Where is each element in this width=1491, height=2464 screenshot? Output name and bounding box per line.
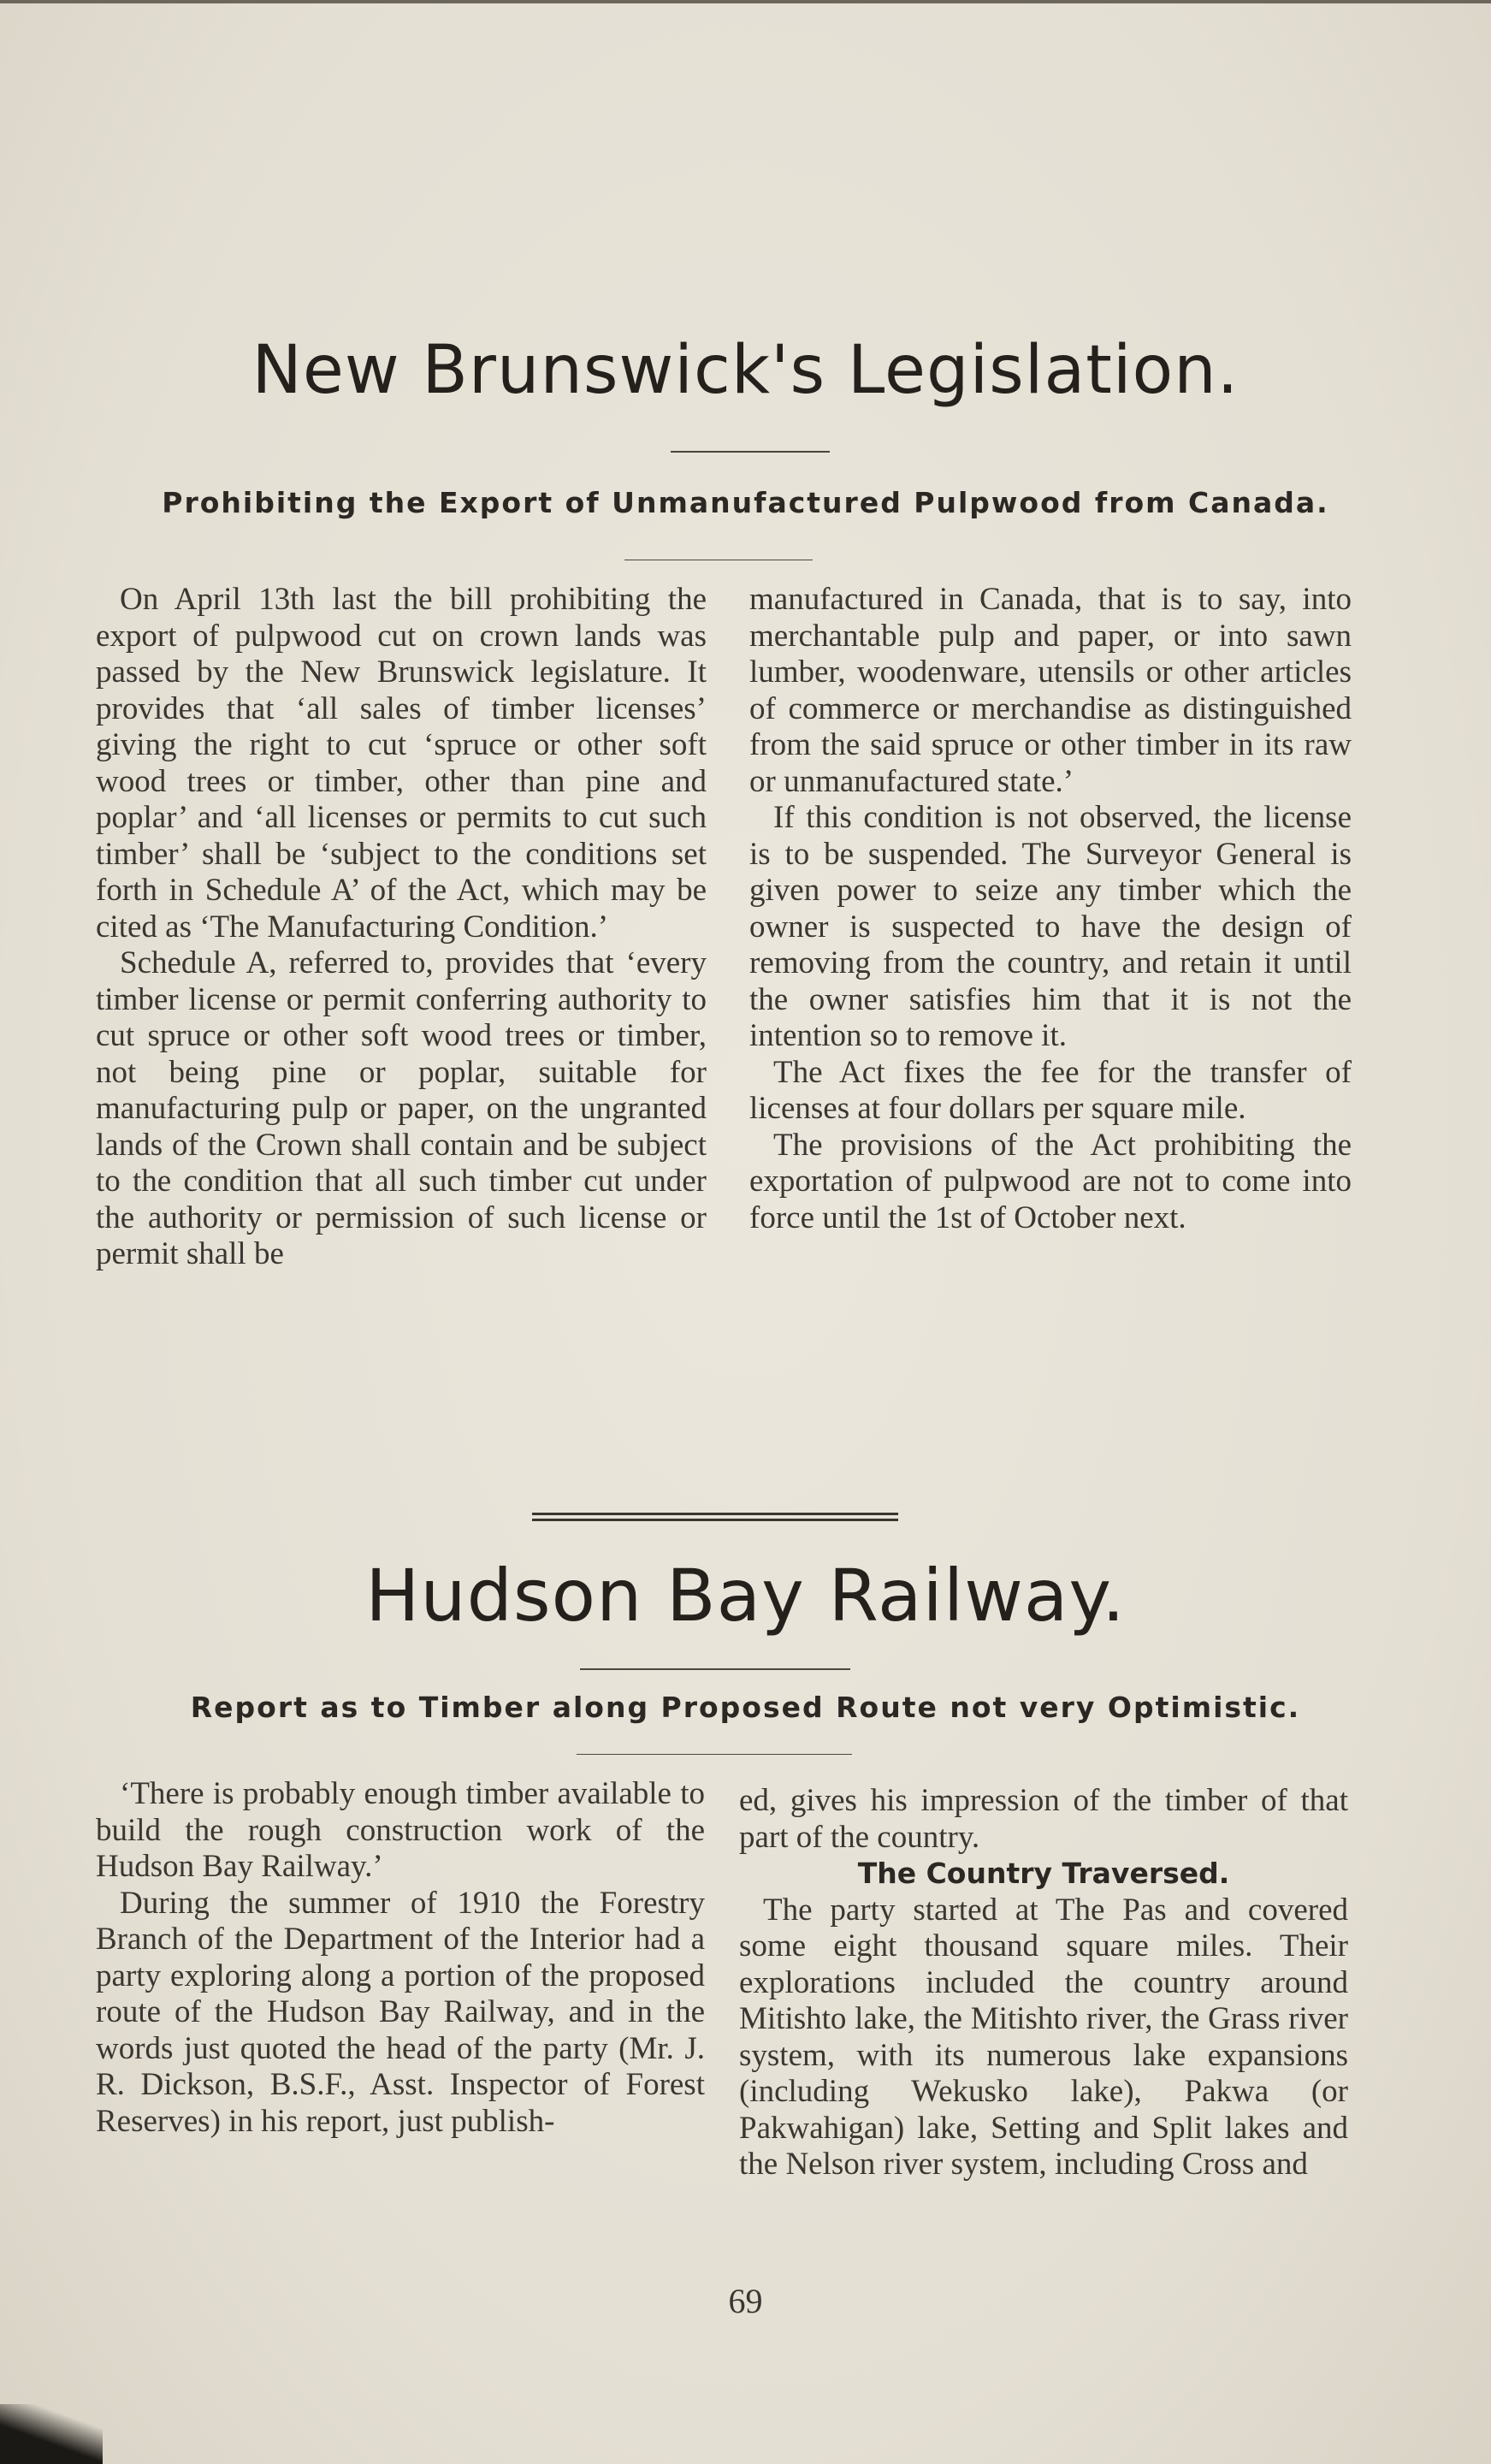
article-separator [532, 1513, 898, 1521]
article-column-left [96, 582, 707, 1273]
paragraph: If this condition is not observed, the license is to be suspended. The Surveyor General is given power to seize any timber which the owner is suspected to have the design of removing from the country, and retain it until the owner satisfies him that it is not the intention so to remove it. [749, 800, 1352, 1053]
section-heading: The Country Traversed. [857, 1857, 1230, 1890]
page-number: 69 [728, 2282, 763, 2320]
title-divider [580, 1668, 850, 1670]
paragraph: manufactured in Canada, that is to say, into merchantable pulp and paper, or into sawn lumber, woodenware, utensils or other articles of commerce or merchandise as distinguished from the said spruce or other timber in its raw or unmanufactured state.’ [749, 582, 1352, 799]
article-title: Hudson Bay Railway. [365, 1554, 1126, 1638]
paragraph: Schedule A, referred to, provides that ‘every timber license or permit conferring authority to cut spruce or other soft wood trees or timber, not being pine or poplar, suitable for manufacturing pulp or paper, on the ungranted lands of the Crown shall contain and be subject to the condition that all such timber cut under the authority or permission of such license or permit shall be [96, 945, 707, 1271]
article-column-left [96, 1776, 705, 2140]
paragraph: During the summer of 1910 the Forestry Branch of the Department of the Interior had a party exploring along a portion of the proposed route of the Hudson Bay Railway, and in the words just quoted the head of the party (Mr. J. R. Dickson, B.S.F., Asst. Inspector of Forest Reserves) in his report, just publish- [96, 1885, 705, 2139]
article-subtitle: Report as to Timber along Proposed Route not very Optimistic. [190, 1691, 1301, 1724]
title-divider [671, 451, 830, 453]
paragraph: ‘There is probably enough timber available to build the rough construction work of the Hudson Bay Railway.’ [96, 1776, 705, 1884]
article-title: New Brunswick's Legislation. [251, 332, 1240, 409]
article-column-right [749, 582, 1352, 1236]
paragraph: The party started at The Pas and covered some eight thousand square miles. Their explorations included the country around Mitishto lake, the Mitishto river, the Grass river system, with its numerous lake expansions (including Wekusko lake), Pakwa (or Pakwahigan) lake, Setting and Split lakes and the Nelson river system, including Cross and [739, 1892, 1348, 2182]
paragraph: The provisions of the Act prohibiting the exportation of pulpwood are not to come into force until the 1st of October next. [749, 1127, 1352, 1235]
paragraph: ed, gives his impression of the timber of that part of the country. [739, 1783, 1348, 1855]
paragraph: On April 13th last the bill prohibiting the export of pulpwood cut on crown lands was passed by the New Brunswick legislature. It provides that ‘all sales of timber licenses’ giving the right to cut ‘spruce or other soft wood trees or timber, other than pine and poplar’ and ‘all licenses or permits to cut such timber’ shall be ‘subject to the conditions set forth in Schedule A’ of the Act, which may be cited as ‘The Manufacturing Condition.’ [96, 582, 707, 945]
binding-shadow [0, 2404, 103, 2464]
paragraph: The Act fixes the fee for the transfer of licenses at four dollars per square mile. [749, 1054, 1352, 1126]
article-subtitle: Prohibiting the Export of Unmanufactured Pulpwood from Canada. [162, 486, 1329, 519]
subtitle-divider [577, 1754, 852, 1755]
article-column-right [739, 1783, 1348, 2183]
top-edge-rule [0, 0, 1491, 3]
